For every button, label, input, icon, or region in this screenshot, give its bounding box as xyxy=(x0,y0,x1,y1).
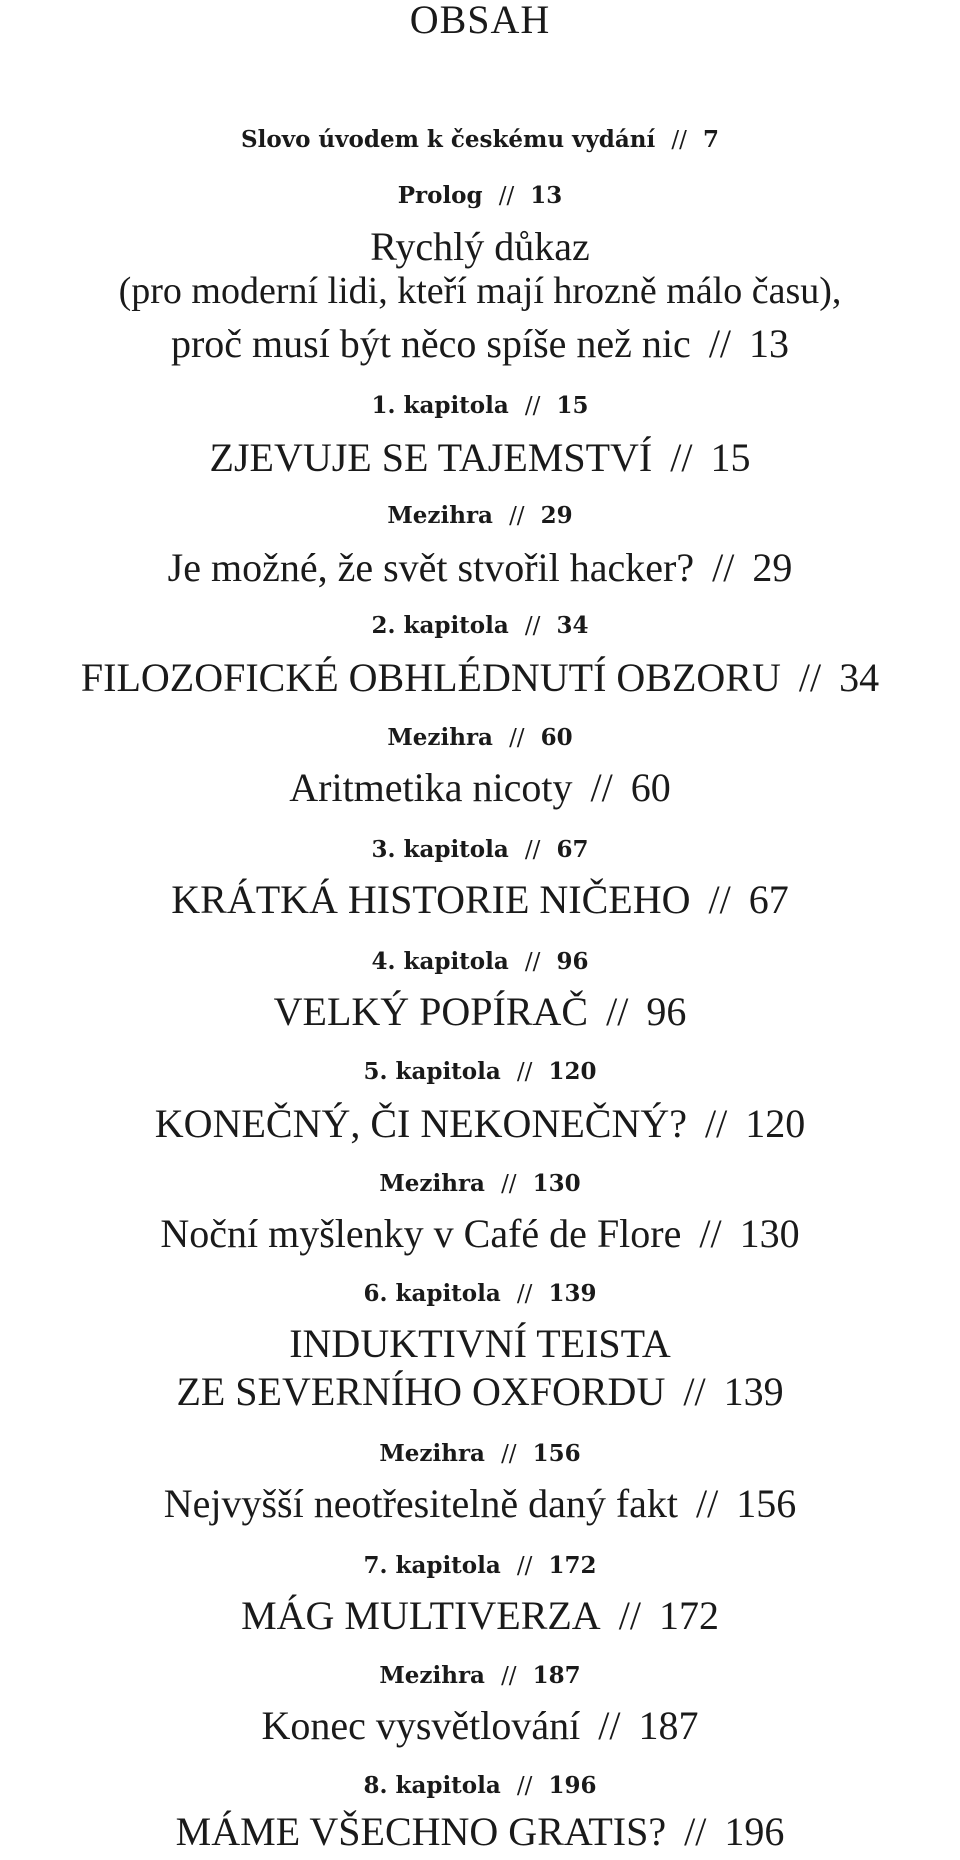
entry-label-text: 4. kapitola xyxy=(371,948,509,975)
entry-heading-text: KRÁTKÁ HISTORIE NIČEHO xyxy=(171,877,691,922)
toc-heading-chapter-6 xyxy=(0,1369,960,1414)
separator: // xyxy=(501,1441,517,1467)
toc-heading-rapid-proof xyxy=(0,321,960,366)
entry-heading-text: Konec vysvětlování xyxy=(261,1703,581,1748)
separator: // xyxy=(524,949,541,975)
separator: // xyxy=(501,1171,517,1197)
toc-label-chapter-5 xyxy=(0,1060,960,1084)
entry-page-number: 60 xyxy=(630,765,671,810)
toc-label-prologue xyxy=(0,184,960,208)
entry-page-number: 139 xyxy=(548,1280,597,1307)
entry-page-number: 130 xyxy=(532,1170,581,1197)
entry-label-text: Slovo úvodem k českému vydání xyxy=(241,126,656,153)
entry-page-number: 13 xyxy=(749,321,790,366)
entry-page-number: 187 xyxy=(532,1662,581,1689)
entry-page-number: 67 xyxy=(556,836,589,863)
entry-heading-text: Aritmetika nicoty xyxy=(289,765,573,810)
entry-page-number: 29 xyxy=(752,545,793,590)
separator: // xyxy=(516,1281,533,1307)
entry-label-text: 7. kapitola xyxy=(363,1552,501,1579)
entry-page-number: 29 xyxy=(540,502,573,529)
entry-label-text: 3. kapitola xyxy=(371,836,509,863)
toc-label-foreword xyxy=(0,128,960,152)
entry-page-number: 130 xyxy=(739,1211,800,1256)
separator: // xyxy=(524,393,541,419)
entry-label-text: 1. kapitola xyxy=(371,392,509,419)
entry-heading-text: FILOZOFICKÉ OBHLÉDNUTÍ OBZORU xyxy=(80,655,781,700)
toc-heading-interlude xyxy=(0,1481,960,1526)
entry-heading-text: Noční myšlenky v Café de Flore xyxy=(160,1211,682,1256)
entry-label-text: Mezihra xyxy=(379,1440,485,1467)
entry-page-number: 96 xyxy=(646,989,687,1034)
toc-heading-chapter-5 xyxy=(0,1101,960,1146)
toc-label-interlude xyxy=(0,504,960,528)
entry-page-number: 196 xyxy=(548,1772,597,1799)
entry-page-number: 15 xyxy=(556,392,589,419)
entry-page-number: 156 xyxy=(532,1440,581,1467)
toc-label-chapter-2 xyxy=(0,614,960,638)
entry-label-text: 8. kapitola xyxy=(363,1772,501,1799)
entry-page-number: 15 xyxy=(710,435,751,480)
toc-heading-chapter-3 xyxy=(0,877,960,922)
entry-heading-text: MÁME VŠECHNO GRATIS? xyxy=(175,1809,667,1854)
entry-label-text: Mezihra xyxy=(379,1662,485,1689)
entry-label-text: 5. kapitola xyxy=(363,1058,501,1085)
entry-page-number: 187 xyxy=(638,1703,699,1748)
separator: // xyxy=(524,613,541,639)
entry-heading-text: ZJEVUJE SE TAJEMSTVÍ xyxy=(209,435,653,480)
separator: // xyxy=(670,435,693,480)
toc-heading-chapter-7 xyxy=(0,1593,960,1638)
entry-page-number: 34 xyxy=(556,612,589,639)
toc-label-interlude xyxy=(0,1664,960,1688)
separator: // xyxy=(712,545,735,590)
toc-heading-line: (pro moderní lidi, kteří mají hrozně málo času), xyxy=(118,270,842,312)
entry-heading-text: Nejvyšší neotřesitelně daný fakt xyxy=(163,1481,679,1526)
separator: // xyxy=(671,127,687,153)
toc-heading-line: INDUKTIVNÍ TEISTA xyxy=(289,1321,671,1366)
separator: // xyxy=(696,1481,719,1526)
toc-label-interlude xyxy=(0,1172,960,1196)
toc-label-chapter-7 xyxy=(0,1554,960,1578)
toc-label-chapter-4 xyxy=(0,950,960,974)
separator: // xyxy=(683,1369,706,1414)
entry-page-number: 172 xyxy=(658,1593,719,1638)
entry-label-text: Prolog xyxy=(397,182,483,209)
separator: // xyxy=(590,765,613,810)
separator: // xyxy=(704,1101,728,1146)
separator: // xyxy=(509,503,525,529)
separator: // xyxy=(699,1211,722,1256)
separator: // xyxy=(684,1809,707,1854)
separator: // xyxy=(618,1593,641,1638)
toc-label-chapter-3 xyxy=(0,838,960,862)
entry-label-text: Mezihra xyxy=(387,724,493,751)
entry-label-text: 6. kapitola xyxy=(363,1280,501,1307)
page-title: OBSAH xyxy=(409,0,551,42)
entry-page-number: 60 xyxy=(540,724,573,751)
toc-heading-interlude xyxy=(0,765,960,810)
toc-heading-line: Rychlý důkaz xyxy=(370,224,590,269)
toc-heading-interlude xyxy=(0,1703,960,1748)
entry-page-number: 67 xyxy=(748,877,789,922)
entry-page-number: 120 xyxy=(745,1101,806,1146)
toc-heading-chapter-4 xyxy=(0,989,960,1034)
entry-page-number: 120 xyxy=(548,1058,597,1085)
separator: // xyxy=(509,725,525,751)
separator: // xyxy=(598,1703,621,1748)
separator: // xyxy=(708,877,731,922)
toc-label-interlude xyxy=(0,1442,960,1466)
separator: // xyxy=(516,1553,533,1579)
entry-label-text: Mezihra xyxy=(379,1170,485,1197)
toc-label-chapter-6 xyxy=(0,1282,960,1306)
separator: // xyxy=(516,1059,533,1085)
separator: // xyxy=(798,655,822,700)
toc-heading-chapter-8 xyxy=(0,1809,960,1854)
toc-label-interlude xyxy=(0,726,960,750)
separator: // xyxy=(516,1773,533,1799)
entry-page-number: 96 xyxy=(556,948,589,975)
entry-page-number: 34 xyxy=(839,655,880,700)
toc-heading-chapter-2 xyxy=(0,655,960,700)
entry-heading-text: VELKÝ POPÍRAČ xyxy=(273,989,589,1034)
entry-heading-text: MÁG MULTIVERZA xyxy=(241,1593,601,1638)
toc-label-chapter-1 xyxy=(0,394,960,418)
separator: // xyxy=(498,183,515,209)
entry-label-text: Mezihra xyxy=(387,502,493,529)
separator: // xyxy=(708,321,732,366)
entry-page-number: 172 xyxy=(548,1552,597,1579)
entry-page-number: 156 xyxy=(736,1481,797,1526)
entry-heading-text: Je možné, že svět stvořil hacker? xyxy=(167,545,695,590)
entry-heading-text: ZE SEVERNÍHO OXFORDU xyxy=(176,1369,666,1414)
separator: // xyxy=(501,1663,517,1689)
entry-heading-text: proč musí být něco spíše než nic xyxy=(170,321,691,366)
entry-page-number: 196 xyxy=(724,1809,785,1854)
entry-page-number: 7 xyxy=(702,126,719,153)
toc-label-chapter-8 xyxy=(0,1774,960,1798)
entry-label-text: 2. kapitola xyxy=(371,612,509,639)
separator: // xyxy=(606,989,629,1034)
toc-heading-interlude xyxy=(0,1211,960,1256)
entry-heading-text: KONEČNÝ, ČI NEKONEČNÝ? xyxy=(154,1101,687,1146)
entry-page-number: 13 xyxy=(530,182,563,209)
toc-heading-interlude xyxy=(0,545,960,590)
toc-heading-chapter-1 xyxy=(0,435,960,480)
separator: // xyxy=(524,837,541,863)
entry-page-number: 139 xyxy=(723,1369,784,1414)
